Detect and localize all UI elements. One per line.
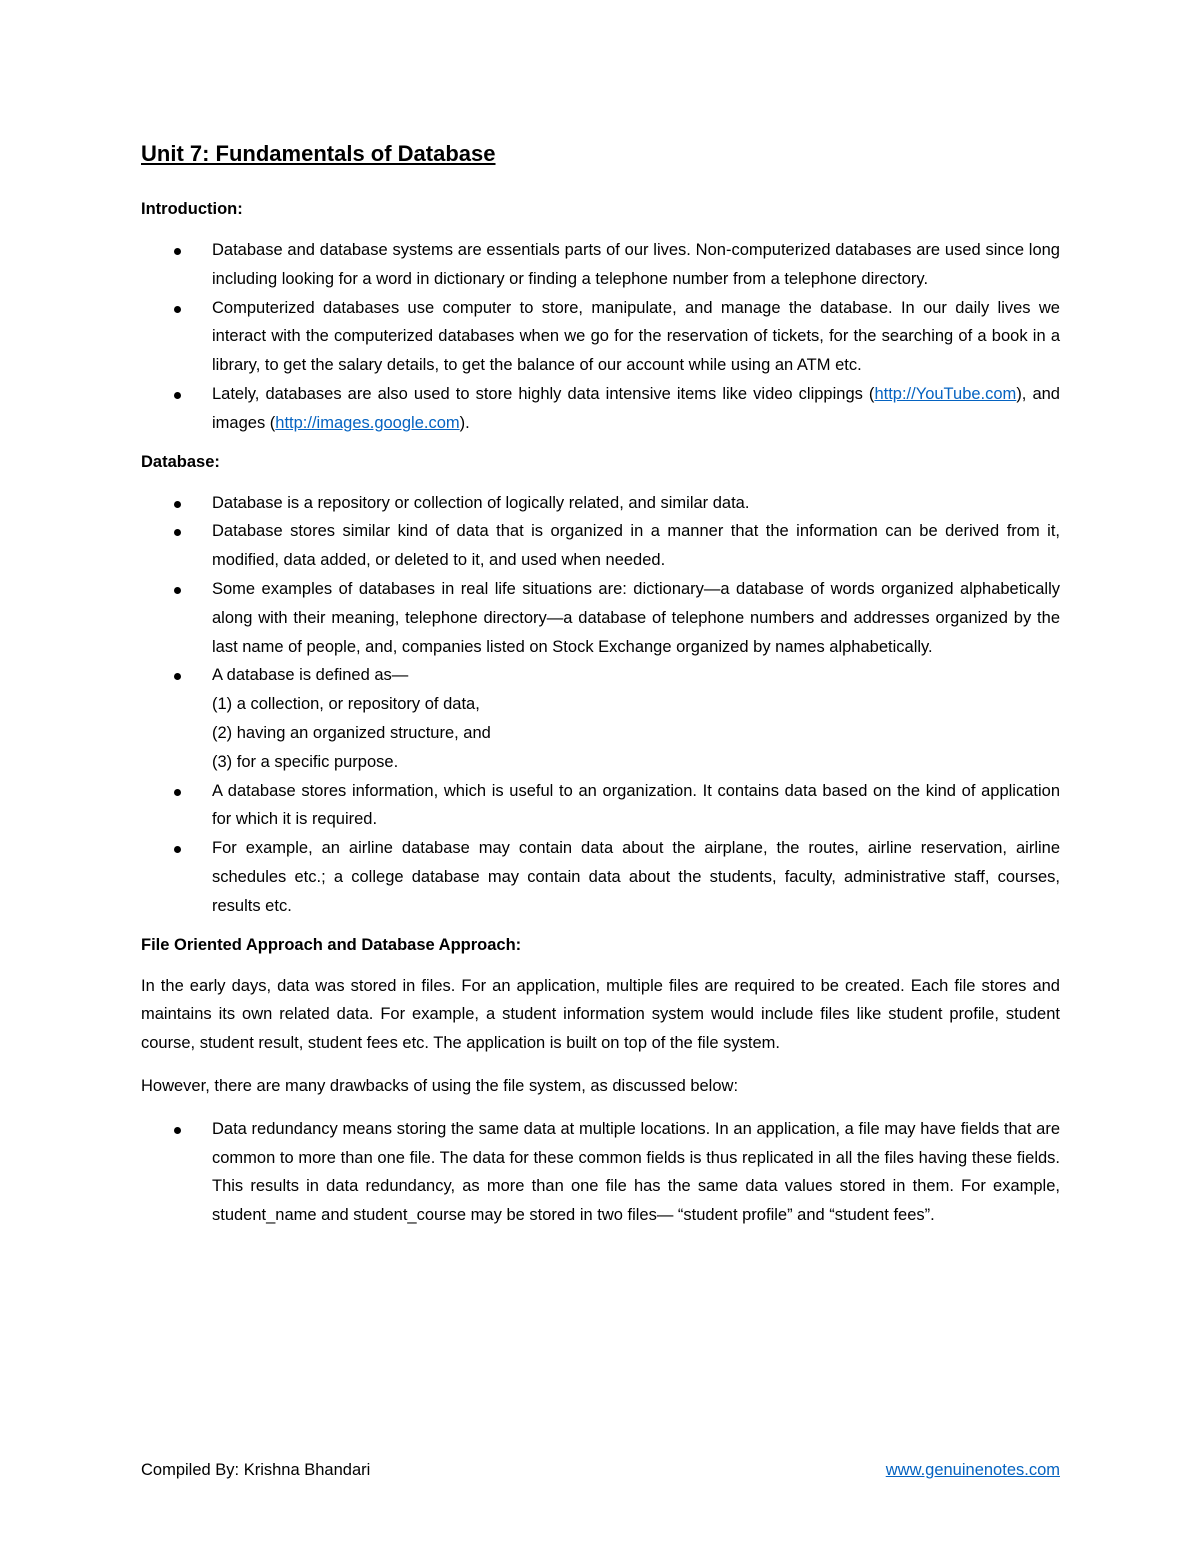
list-item-text: Database stores similar kind of data that is organized in a manner that the information can be derived from it, modified, data added, or deleted to it, and used when needed. [212,522,1060,570]
drawbacks-list [141,1115,1060,1230]
list-item-text: Database and database systems are essentials parts of our lives. Non-computerized databases are used since long including looking for a word in dictionary or finding a telephone number from a telephone directory. [212,241,1060,288]
list-item [141,517,1060,575]
youtube-link[interactable]: http://YouTube.com [874,384,1017,403]
list-item-text: Some examples of databases in real life situations are: dictionary—a database of words organized alphabetically along with their meaning, telephone directory—a database of telephone numbers and addresses organized by the last name of people, and, companies listed on Stock Exchange organized by names alphabetically. [212,579,1060,656]
definition-line: (2) having an organized structure, and [212,723,491,742]
bullet-icon [174,673,181,680]
paragraph: In the early days, data was stored in files. For an application, multiple files are required to be created. Each file stores and maintains its own related data. For example, a student information system would include files like student profile, student course, student result, student fees etc. The application is built on top of the file system. [141,976,1060,1053]
list-item [141,294,1060,380]
bullet-icon [174,529,181,536]
bullet-icon [174,306,181,313]
definition-line: (1) a collection, or repository of data, [212,695,480,714]
list-item-text: Computerized databases use computer to store, manipulate, and manage the database. In our daily lives we interact with the computerized databases when we go for the reservation of tickets, for the searching of a book in a library, to get the salary details, to get the balance of our account while using an ATM etc. [212,298,1060,375]
paragraph: However, there are many drawbacks of using the file system, as discussed below: [141,1076,739,1095]
bullet-icon [174,789,181,796]
list-item-text: Lately, databases are also used to store highly data intensive items like video clippings ( [212,384,875,403]
section-heading-introduction: Introduction: [141,200,243,218]
page-title: Unit 7: Fundamentals of Database [141,141,496,166]
list-item [141,1115,1060,1230]
bullet-icon [174,392,181,399]
database-list [141,489,1060,921]
bullet-icon [174,501,181,508]
list-item [141,380,1060,438]
bullet-icon [174,248,181,255]
list-item-text: ), and images ( [212,384,1060,432]
list-item [141,236,1060,294]
footer-author: Compiled By: Krishna Bhandari [141,1461,371,1479]
definition-line: A database is defined as— [212,666,409,685]
google-images-link[interactable]: http://images.google.com [275,413,460,432]
section-heading-file-oriented: File Oriented Approach and Database Approach: [141,935,522,954]
list-item [141,575,1060,661]
list-item [141,834,1060,920]
list-item-text: Data redundancy means storing the same data at multiple locations. In an application, a file may have fields that are common to more than one file. The data for these common fields is thus replicated in all the files having these fields. This results in data redundancy, as more than one file has the same data values stored in them. For example, student_name and student_course may be stored in two files— “student profile” and “student fees”. [212,1119,1060,1225]
introduction-list [141,236,1060,438]
bullet-icon [174,1127,181,1134]
bullet-icon [174,846,181,853]
list-item [141,489,1060,518]
list-item-text: A database stores information, which is useful to an organization. It contains data based on the kind of application for which it is required. [212,781,1060,829]
list-item-text: ). [459,413,470,432]
page-content [141,140,1060,1240]
list-item-text: Database is a repository or collection of logically related, and similar data. [212,493,750,512]
section-heading-database: Database: [141,452,220,471]
definition-line: (3) for a specific purpose. [212,752,399,771]
list-item [141,661,1060,776]
list-item-text: For example, an airline database may contain data about the airplane, the routes, airline reservation, airline schedules etc.; a college database may contain data about the students, faculty, administrative staff, courses, results etc. [212,839,1060,915]
bullet-icon [174,587,181,594]
list-item [141,777,1060,835]
footer-website-link[interactable]: www.genuinenotes.com [885,1461,1060,1479]
